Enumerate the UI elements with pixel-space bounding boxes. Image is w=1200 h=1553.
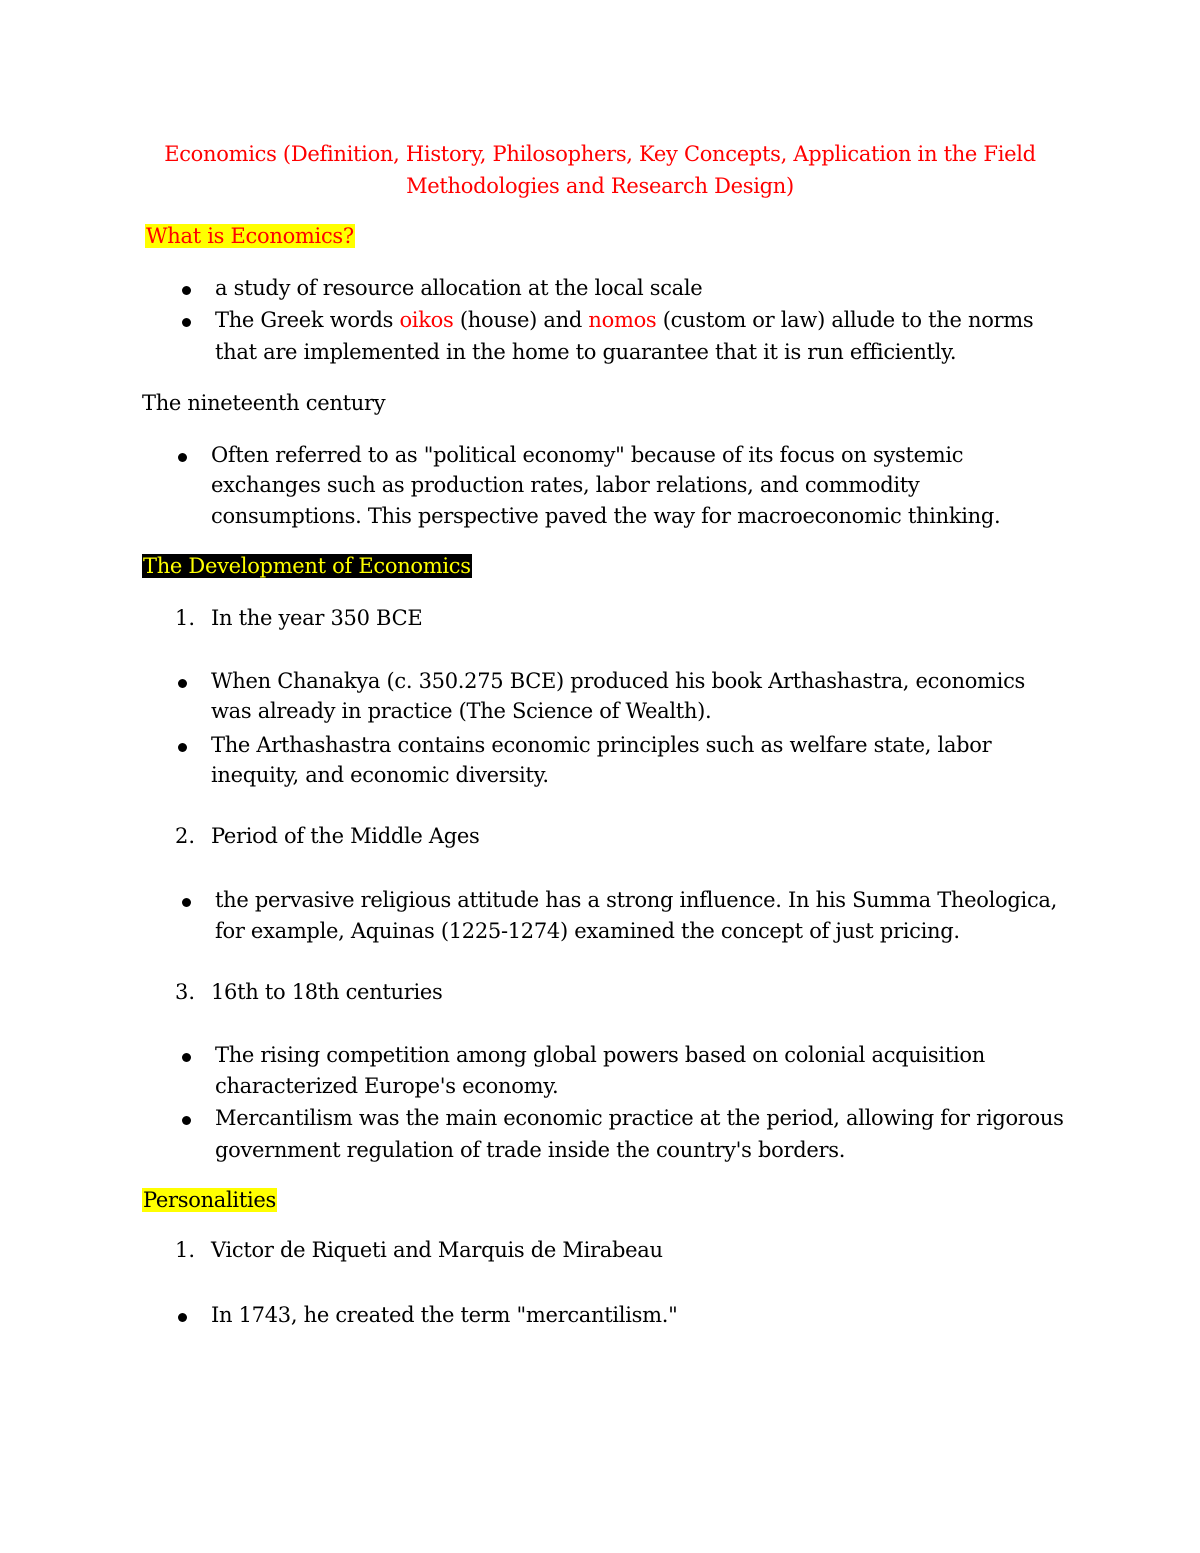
list-number: 1. [175,606,196,630]
greek-words-post: (custom or law) allude to the norms [656,308,1034,332]
list-item-mirabeau: Victor de Riqueti and Marquis de Mirabeau [211,1238,663,1262]
bullet-political-economy-line1: Often referred to as "political economy" because of its focus on systemic [211,443,964,467]
document-title [120,138,1080,202]
term-nomos: nomos [588,308,657,332]
bullet-arthashastra-line1: The Arthashastra contains economic principles such as welfare state, labor [211,733,992,757]
bullet-greek-words [215,305,1033,336]
bullet-mercantilism-term: In 1743, he created the term "mercantilism." [211,1303,678,1327]
bullet-mercantilism-line2: government regulation of trade inside the country's borders. [215,1138,846,1162]
list-item-16th-18th: 16th to 18th centuries [211,980,443,1004]
bullet-political-economy-line3: consumptions. This perspective paved the way for macroeconomic thinking. [211,504,1001,528]
list-number: 1. [175,1238,196,1262]
bullet-icon [182,1116,191,1125]
heading-development-of-economics [142,551,472,582]
heading-text: Personalities [143,1188,277,1212]
bullet-mercantilism-line1: Mercantilism was the main economic practice at the period, allowing for rigorous [215,1106,1064,1130]
bullet-icon [182,1053,191,1062]
bullet-icon [178,1313,187,1322]
list-item-350-bce: In the year 350 BCE [211,606,423,630]
heading-text: What is Economics? [146,224,354,248]
title-line-2: Methodologies and Research Design) [406,174,794,198]
greek-words-mid: (house) and [453,308,589,332]
list-number: 3. [175,980,196,1004]
bullet-icon [178,453,187,462]
bullet-greek-words-line2: that are implemented in the home to guarantee that it is run efficiently. [215,340,957,364]
list-number: 2. [175,824,196,848]
bullet-chanakya-line1: When Chanakya (c. 350.275 BCE) produced his book Arthashastra, economics [211,669,1026,693]
title-line-1: Economics (Definition, History, Philosophers, Key Concepts, Application in the Field [164,142,1036,166]
bullet-aquinas-line1: the pervasive religious attitude has a strong influence. In his Summa Theologica, [215,888,1058,912]
term-oikos: oikos [399,308,454,332]
bullet-political-economy-line2: exchanges such as production rates, labor relations, and commodity [211,473,920,497]
bullet-icon [182,286,191,295]
bullet-global-powers-line2: characterized Europe's economy. [215,1074,559,1098]
bullet-chanakya-line2: was already in practice (The Science of Wealth). [211,699,712,723]
label-nineteenth-century: The nineteenth century [142,391,386,415]
greek-words-pre: The Greek words [215,308,400,332]
heading-text: The Development of Economics [143,554,471,578]
list-item-middle-ages: Period of the Middle Ages [211,824,480,848]
heading-personalities [142,1185,277,1216]
heading-what-is-economics [145,221,355,252]
bullet-icon [178,743,187,752]
bullet-arthashastra-line2: inequity, and economic diversity. [211,763,549,787]
bullet-resource-allocation: a study of resource allocation at the local scale [215,276,703,300]
bullet-aquinas-line2: for example, Aquinas (1225-1274) examined the concept of just pricing. [215,919,960,943]
bullet-icon [182,318,191,327]
bullet-icon [182,898,191,907]
bullet-global-powers-line1: The rising competition among global powers based on colonial acquisition [215,1043,985,1067]
bullet-icon [178,679,187,688]
